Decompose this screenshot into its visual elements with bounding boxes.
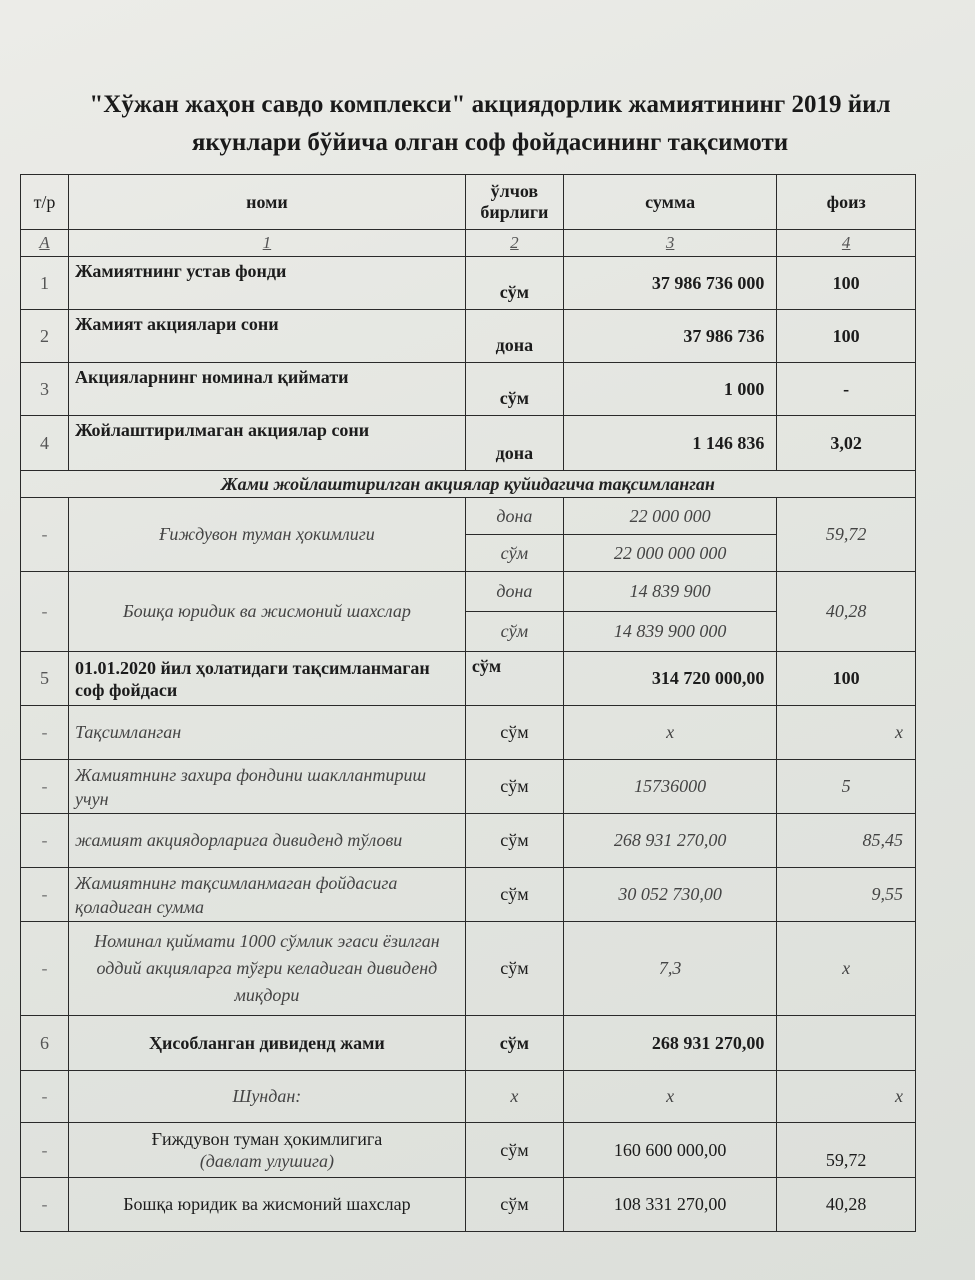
row-pct: 40,28 xyxy=(777,1178,916,1232)
row-sum: 268 931 270,00 xyxy=(563,1016,776,1071)
row-sum: 314 720 000,00 xyxy=(563,652,776,706)
row-unit: сўм xyxy=(465,922,563,1016)
row-num: 1 xyxy=(21,257,69,310)
row-pct: х xyxy=(777,1071,916,1123)
row-name: жамият акциядорларига дивиденд тўлови xyxy=(69,814,466,868)
table-row xyxy=(21,257,916,310)
header-name: номи xyxy=(69,175,466,230)
row-sum: 22 000 000 xyxy=(563,498,776,535)
row-sum: 1 146 836 xyxy=(563,416,776,471)
row-num: - xyxy=(21,814,69,868)
row-unit: сўм xyxy=(465,814,563,868)
row-num: - xyxy=(21,572,69,652)
row-sum: х xyxy=(563,1071,776,1123)
table-row xyxy=(21,652,916,706)
row-pct xyxy=(777,1016,916,1071)
row-name-sub: (давлат улушига) xyxy=(199,1151,335,1171)
header-pct: фоиз xyxy=(777,175,916,230)
row-unit: дона xyxy=(465,498,563,535)
row-sum: 14 839 900 000 xyxy=(563,612,776,652)
row-name: Шундан: xyxy=(69,1071,466,1123)
row-name: Бошқа юридик ва жисмоний шахслар xyxy=(69,1178,466,1232)
row-unit: сўм xyxy=(465,535,563,572)
table-row xyxy=(21,416,916,471)
row-pct: х xyxy=(777,922,916,1016)
row-sum: 37 986 736 xyxy=(563,310,776,363)
row-num: - xyxy=(21,1123,69,1178)
row-unit: сўм xyxy=(465,706,563,760)
row-num: 2 xyxy=(21,310,69,363)
row-name: Тақсимланган xyxy=(69,706,466,760)
row-pct: 100 xyxy=(777,310,916,363)
row-unit: сўм xyxy=(465,612,563,652)
index-cell: 4 xyxy=(777,230,916,257)
row-name: Ҳисобланган дивиденд жами xyxy=(69,1016,466,1071)
row-sum: 22 000 000 000 xyxy=(563,535,776,572)
row-num: - xyxy=(21,760,69,814)
row-name: Жамият акциялари сони xyxy=(69,310,466,363)
row-sum: 30 052 730,00 xyxy=(563,868,776,922)
row-name: Акцияларнинг номинал қиймати xyxy=(69,363,466,416)
header-num: т/р xyxy=(21,175,69,230)
document-title: "Хўжан жаҳон савдо комплекси" акциядорлик жамиятининг 2019 йил якунлари бўйича олган соф фойдасининг тақсимоти xyxy=(89,91,891,156)
row-pct: 100 xyxy=(777,652,916,706)
row-unit: дона xyxy=(465,572,563,612)
row-sum: 7,3 xyxy=(563,922,776,1016)
row-pct: 85,45 xyxy=(777,814,916,868)
row-name xyxy=(69,1123,466,1178)
row-sum: 15736000 xyxy=(563,760,776,814)
row-num: - xyxy=(21,1178,69,1232)
table-row xyxy=(21,760,916,814)
row-num: - xyxy=(21,922,69,1016)
row-sum: 268 931 270,00 xyxy=(563,814,776,868)
table-row xyxy=(21,814,916,868)
index-row xyxy=(21,230,916,257)
table-row xyxy=(21,868,916,922)
table-row xyxy=(21,706,916,760)
row-name: Жамиятнинг тақсимланмаган фойдасига қоладиган сумма xyxy=(69,868,466,922)
row-unit: сўм xyxy=(465,652,563,706)
row-num: 3 xyxy=(21,363,69,416)
table-row xyxy=(21,363,916,416)
header-unit: ўлчов бирлиги xyxy=(465,175,563,230)
row-unit: дона xyxy=(465,310,563,363)
row-pct: 9,55 xyxy=(777,868,916,922)
row-sum: 108 331 270,00 xyxy=(563,1178,776,1232)
table-row xyxy=(21,1071,916,1123)
row-num: 6 xyxy=(21,1016,69,1071)
row-num: - xyxy=(21,706,69,760)
row-name: Ғиждувон туман ҳокимлиги xyxy=(69,498,466,572)
row-unit: сўм xyxy=(465,257,563,310)
row-num: 4 xyxy=(21,416,69,471)
row-unit: сўм xyxy=(465,760,563,814)
row-unit: сўм xyxy=(465,1123,563,1178)
row-sum: 1 000 xyxy=(563,363,776,416)
row-unit: сўм xyxy=(465,868,563,922)
row-name: Жамиятнинг устав фонди xyxy=(69,257,466,310)
row-pct: 59,72 xyxy=(777,1123,916,1178)
row-name: 01.01.2020 йил ҳолатидаги тақсимланмаган соф фойдаси xyxy=(69,652,466,706)
row-sum: 14 839 900 xyxy=(563,572,776,612)
section-heading: Жами жойлаштирилган акциялар қуйидагича тақсимланган xyxy=(21,471,916,498)
row-sum: 160 600 000,00 xyxy=(563,1123,776,1178)
table-row xyxy=(21,1178,916,1232)
row-pct: 59,72 xyxy=(777,498,916,572)
profit-distribution-table xyxy=(20,174,916,1232)
table-row xyxy=(21,1123,916,1178)
table-row xyxy=(21,922,916,1016)
row-pct: 5 xyxy=(777,760,916,814)
table-row xyxy=(21,1016,916,1071)
row-sum: х xyxy=(563,706,776,760)
row-name: Жойлаштирилмаган акциялар сони xyxy=(69,416,466,471)
row-pct: 40,28 xyxy=(777,572,916,652)
table-row xyxy=(21,498,916,535)
index-cell: 3 xyxy=(563,230,776,257)
row-unit: дона xyxy=(465,416,563,471)
index-cell: 1 xyxy=(69,230,466,257)
row-pct: 3,02 xyxy=(777,416,916,471)
row-pct: х xyxy=(777,706,916,760)
row-pct: 100 xyxy=(777,257,916,310)
header-row xyxy=(21,175,916,230)
table-row xyxy=(21,572,916,612)
section-row xyxy=(21,471,916,498)
row-num: - xyxy=(21,868,69,922)
index-cell: 2 xyxy=(465,230,563,257)
row-name: Номинал қиймати 1000 сўмлик эгаси ёзилган оддий акцияларга тўғри келадиган дивиденд миқдори xyxy=(69,922,466,1016)
row-name-main: Ғиждувон туман ҳокимлигига xyxy=(151,1129,383,1149)
row-unit: сўм xyxy=(465,1178,563,1232)
row-name: Жамиятнинг захира фондини шакллантириш учун xyxy=(69,760,466,814)
row-unit: сўм xyxy=(465,1016,563,1071)
row-unit: х xyxy=(465,1071,563,1123)
index-cell: А xyxy=(21,230,69,257)
row-sum: 37 986 736 000 xyxy=(563,257,776,310)
row-num: 5 xyxy=(21,652,69,706)
header-sum: сумма xyxy=(563,175,776,230)
row-num: - xyxy=(21,1071,69,1123)
table-row xyxy=(21,310,916,363)
row-num: - xyxy=(21,498,69,572)
row-name: Бошқа юридик ва жисмоний шахслар xyxy=(69,572,466,652)
row-unit: сўм xyxy=(465,363,563,416)
row-pct: - xyxy=(777,363,916,416)
